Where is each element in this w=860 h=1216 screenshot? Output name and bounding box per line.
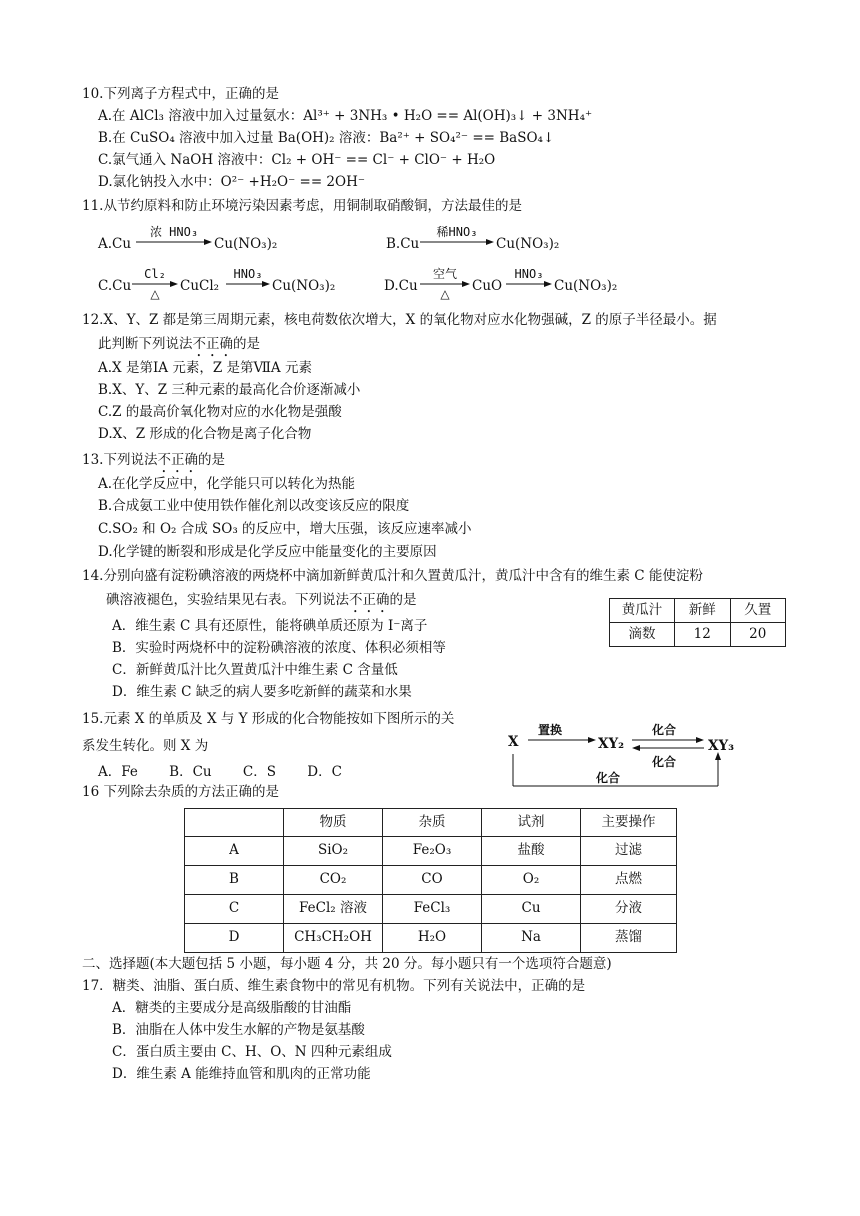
q11-c-reagent2: HNO₃: [233, 267, 263, 281]
q15-node-x: X: [508, 734, 519, 750]
q14-option-c: C．新鲜黄瓜汁比久置黄瓜汁中维生素 C 含量低: [112, 662, 398, 678]
q15-label-combine-top: 化合: [652, 723, 677, 737]
q14-table-cell: 滴数: [610, 623, 675, 647]
q16-cell: Fe₂O₃: [383, 837, 482, 866]
table-row: [185, 837, 677, 866]
q16-cell: Cu: [482, 895, 581, 924]
q15-label-substitution: 置换: [538, 723, 563, 737]
q14-table-header-row: [610, 599, 786, 623]
q11-c-heat: △: [150, 287, 160, 301]
q11-d-intermediate: CuO: [472, 278, 503, 294]
q17-option-c: C．蛋白质主要由 C、H、O、N 四种元素组成: [112, 1044, 392, 1060]
q11-b-reagent: 稀HNO₃: [436, 225, 478, 239]
q16-cell: 蒸馏: [581, 924, 677, 953]
table-row: [185, 895, 677, 924]
q11-c-reactant: C.Cu: [98, 278, 132, 294]
q11-c-arrow2: [226, 268, 270, 292]
q11-c-product: Cu(NO₃)₂: [272, 278, 336, 294]
q16-cell: B: [185, 866, 284, 895]
section-two-heading: 二、选择题(本大题包括 5 小题，每小题 4 分，共 20 分。每小题只有一个选项符合题意): [82, 956, 612, 972]
q16-header-cell: 试剂: [482, 809, 581, 837]
q16-header-cell: 物质: [284, 809, 383, 837]
q13-option-d: D.化学键的断裂和形成是化学反应中能量变化的主要原因: [98, 544, 437, 560]
q11-d-reagent1: 空气: [432, 267, 457, 281]
q12-option-b: B.X、Y、Z 三种元素的最高化合价逐渐减小: [98, 382, 361, 398]
q11-d-arrow2: [506, 268, 552, 292]
q14-table-header: 新鲜: [675, 599, 731, 623]
q16-cell: 过滤: [581, 837, 677, 866]
q11-stem: 11.从节约原料和防止环境污染因素考虑，用铜制取硝酸铜，方法最佳的是: [82, 198, 522, 214]
q16-cell: CH₃CH₂OH: [284, 924, 383, 953]
q14-results-table: [609, 598, 786, 647]
q16-header-cell: 主要操作: [581, 809, 677, 837]
q11-b-product: Cu(NO₃)₂: [496, 236, 560, 252]
q16-table: [184, 808, 677, 953]
q11-d-product: Cu(NO₃)₂: [554, 278, 618, 294]
q14-stem-emphasis: 不正确: [349, 592, 390, 608]
q15-label-combine-mid: 化合: [652, 755, 677, 769]
q13-stem: [82, 452, 225, 476]
q13-stem-pre: 13.下列说法: [82, 452, 158, 468]
q16-cell: D: [185, 924, 284, 953]
q12-stem-line1: 12.X、Y、Z 都是第三周期元素，核电荷数依次增大，X 的氧化物对应水化物强碱，Z 的原子半径最小。据: [82, 312, 717, 328]
q16-cell: CO₂: [284, 866, 383, 895]
q11-c-reagent1: Cl₂: [144, 267, 166, 281]
q17-stem: 17．糖类、油脂、蛋白质、维生素食物中的常见有机物。下列有关说法中，正确的是: [82, 978, 586, 994]
q11-a-arrow: [136, 226, 212, 250]
table-row: [185, 924, 677, 953]
q16-cell: H₂O: [383, 924, 482, 953]
q14-option-b: B．实验时两烧杯中的淀粉碘溶液的浓度、体积必须相等: [112, 640, 446, 656]
q14-stem-pre: 碘溶液褪色，实验结果见右表。下列说法: [106, 592, 349, 608]
q14-option-a: A．维生素 C 具有还原性，能将碘单质还原为 I⁻离子: [112, 618, 428, 634]
q15-stem-line1: 15.元素 X 的单质及 X 与 Y 形成的化合物能按如下图所示的关: [82, 711, 455, 727]
q16-cell: 分液: [581, 895, 677, 924]
q13-stem-emphasis: 不正确: [157, 452, 198, 468]
q14-option-d: D．维生素 C 缺乏的病人要多吃新鲜的蔬菜和水果: [112, 684, 412, 700]
q11-c-intermediate: CuCl₂: [180, 278, 220, 294]
q16-cell: SiO₂: [284, 837, 383, 866]
q12-stem-line2: [98, 336, 260, 360]
q11-d-reagent2: HNO₃: [514, 267, 544, 281]
q15-label-combine-bottom: 化合: [596, 771, 621, 785]
q14-table-header: 黄瓜汁: [610, 599, 675, 623]
q11-c-arrow1: [132, 268, 178, 302]
q15-node-xy2: XY₂: [598, 736, 625, 752]
q12-option-d: D.X、Z 形成的化合物是离子化合物: [98, 426, 312, 442]
q10-option-a: A.在 AlCl₃ 溶液中加入过量氨水：Al³⁺ + 3NH₃ • H₂O == Al(OH)₃↓ + 3NH₄⁺: [98, 108, 593, 124]
q16-cell: FeCl₂ 溶液: [284, 895, 383, 924]
q15-transformation-diagram: [500, 718, 760, 790]
q12-option-a: A.X 是第ⅠA 元素，Z 是第ⅦA 元素: [98, 360, 312, 376]
q11-d-arrow1: [420, 268, 470, 302]
q16-cell: O₂: [482, 866, 581, 895]
q14-table-cell: 20: [730, 623, 786, 647]
q11-d-reactant: D.Cu: [384, 278, 418, 294]
q11-a-reagent: 浓 HNO₃: [149, 225, 199, 239]
q10-option-d: D.氯化钠投入水中：O²⁻ +H₂O⁻ == 2OH⁻: [98, 174, 365, 190]
q13-option-b: B.合成氨工业中使用铁作催化剂以改变该反应的限度: [98, 498, 410, 514]
q10-option-b: B.在 CuSO₄ 溶液中加入过量 Ba(OH)₂ 溶液：Ba²⁺ + SO₄²⁻ == BaSO₄↓: [98, 130, 555, 146]
q10-option-c: C.氯气通入 NaOH 溶液中：Cl₂ + OH⁻ == Cl⁻ + ClO⁻ + H₂O: [98, 152, 496, 168]
q17-option-b: B．油脂在人体中发生水解的产物是氨基酸: [112, 1022, 365, 1038]
q16-table-header-row: [185, 809, 677, 837]
q11-a-product: Cu(NO₃)₂: [214, 236, 278, 252]
q15-node-xy3: XY₃: [708, 738, 735, 754]
q12-option-c: C.Z 的最高价氧化物对应的水化物是强酸: [98, 404, 342, 420]
q14-stem-post: 的是: [389, 592, 417, 608]
q11-a-reactant: A.Cu: [98, 236, 132, 252]
q15-stem-line2: 系发生转化。则 X 为: [82, 738, 209, 754]
q14-table-header: 久置: [730, 599, 786, 623]
q16-cell: 盐酸: [482, 837, 581, 866]
q16-cell: 点燃: [581, 866, 677, 895]
q13-option-c: C.SO₂ 和 O₂ 合成 SO₃ 的反应中，增大压强，该反应速率减小: [98, 521, 472, 537]
q16-cell: C: [185, 895, 284, 924]
q16-header-cell: 杂质: [383, 809, 482, 837]
q14-table-row: [610, 623, 786, 647]
q11-b-arrow: [420, 226, 494, 250]
q14-stem-line2: [106, 592, 417, 616]
q15-options: A．Fe B．Cu C．S D．C: [98, 764, 342, 780]
q10-stem: 10.下列离子方程式中，正确的是: [82, 86, 279, 102]
table-row: [185, 866, 677, 895]
q13-stem-post: 的是: [197, 452, 225, 468]
q13-option-a: A.在化学反应中，化学能只可以转化为热能: [98, 476, 356, 492]
q16-cell: A: [185, 837, 284, 866]
q14-table-cell: 12: [675, 623, 731, 647]
q12-stem-post: 的是: [233, 336, 260, 352]
q12-stem-pre: 此判断下列说法: [98, 336, 193, 352]
q11-b-reactant: B.Cu: [386, 236, 420, 252]
q11-d-heat: △: [440, 287, 450, 301]
q14-stem-line1: 14.分别向盛有淀粉碘溶液的两烧杯中滴加新鲜黄瓜汁和久置黄瓜汁，黄瓜汁中含有的维生素 C 能使淀粉: [82, 568, 703, 584]
q12-stem-emphasis: 不正确: [192, 336, 233, 352]
q17-option-a: A．糖类的主要成分是高级脂酸的甘油酯: [112, 1000, 352, 1016]
q16-cell: CO: [383, 866, 482, 895]
q16-cell: FeCl₃: [383, 895, 482, 924]
q17-option-d: D．维生素 A 能维持血管和肌肉的正常功能: [112, 1066, 371, 1082]
q16-header-cell: [185, 809, 284, 837]
q16-cell: Na: [482, 924, 581, 953]
q16-stem: 16 下列除去杂质的方法正确的是: [82, 784, 279, 800]
